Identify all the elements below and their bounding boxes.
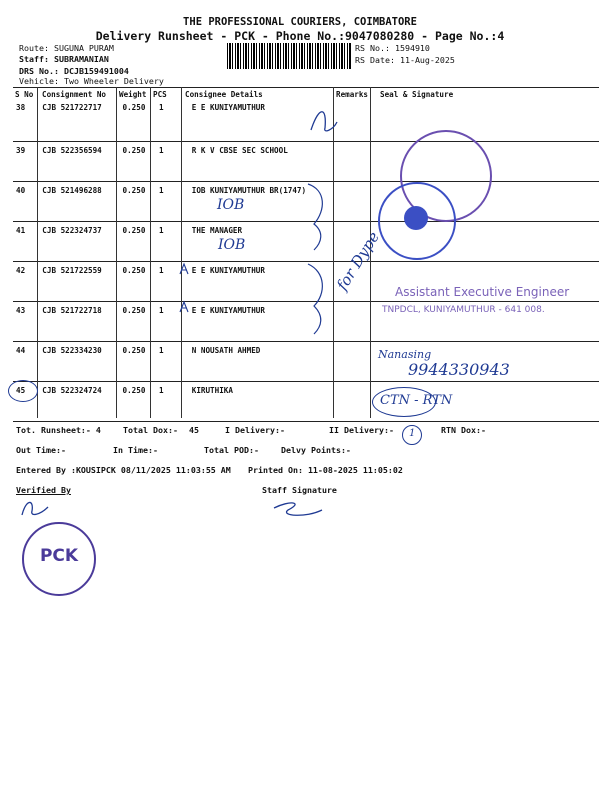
cell-cno: CJB 521722718 — [39, 301, 119, 341]
cell-consignee: E E KUNIYAMUTHUR — [189, 99, 340, 141]
rtn-dox: RTN Dox:- — [441, 425, 486, 435]
barcode — [227, 43, 351, 69]
cell-weight: 0.250 — [120, 181, 156, 221]
cell-weight: 0.250 — [120, 221, 156, 261]
cell-cno: CJB 521496288 — [39, 181, 119, 221]
i-delivery: I Delivery:- — [225, 425, 285, 435]
printed-on: Printed On: 11-08-2025 11:05:02 — [248, 465, 403, 475]
engineer-stamp-sub: TNPDCL, KUNIYAMUTHUR - 641 008. — [382, 305, 545, 315]
entered-by: Entered By :KOUSIPCK 08/11/2025 11:03:55 AM — [16, 465, 231, 475]
drs-number: DRS No.: DCJB159491004 — [19, 66, 129, 76]
cell-sno: 44 — [13, 341, 39, 381]
divider — [116, 87, 117, 418]
receiver-name: Nanasing — [378, 348, 432, 361]
delvy-points: Delvy Points:- — [281, 445, 351, 455]
cell-sno: 40 — [13, 181, 39, 221]
col-remarks: Remarks — [336, 90, 369, 99]
cell-consignee: THE MANAGER — [189, 221, 340, 261]
col-weight: Weight — [119, 90, 147, 99]
cell-consignee: R K V CBSE SEC SCHOOL — [189, 141, 340, 181]
cell-weight: 0.250 — [120, 301, 156, 341]
staff: Staff: SUBRAMANIAN — [19, 54, 109, 64]
cell-pcs: 1 — [156, 341, 189, 381]
col-seal: Seal & Signature — [380, 90, 454, 99]
cell-cno: CJB 522356594 — [39, 141, 119, 181]
cell-consignee: N NOUSATH AHMED — [189, 341, 340, 381]
iob-handwriting-2: IOB — [218, 237, 246, 253]
rs-number: RS No.: 1594910 — [355, 43, 430, 53]
route: Route: SUGUNA PURAM — [19, 43, 114, 53]
total-dox-label: Total Dox:- — [123, 425, 178, 435]
staff-signature-label: Staff Signature — [262, 485, 337, 495]
cell-pcs: 1 — [156, 381, 189, 421]
total-circle-value: 1 — [409, 428, 416, 439]
ctn-rtn: CTN - RTN — [380, 393, 453, 408]
cell-weight: 0.250 — [120, 341, 156, 381]
vehicle: Vehicle: Two Wheeler Delivery — [19, 76, 164, 86]
tot-runsheet: Tot. Runsheet:- 4 — [16, 425, 101, 435]
cell-cno: CJB 521722717 — [39, 99, 119, 141]
out-time: Out Time:- — [16, 445, 66, 455]
table-top-rule — [13, 87, 599, 88]
table-row — [13, 141, 599, 181]
cell-cno: CJB 522334230 — [39, 341, 119, 381]
cell-sno: 38 — [13, 99, 39, 141]
ii-delivery: II Delivery:- — [329, 425, 394, 435]
table-row — [13, 381, 599, 421]
iob-handwriting: IOB — [217, 197, 245, 213]
cell-weight: 0.250 — [120, 381, 156, 421]
cell-sno: 45 — [13, 381, 39, 421]
cell-weight: 0.250 — [120, 261, 156, 301]
bank-seal-stamp — [378, 182, 456, 260]
cell-consignee: IOB KUNIYAMUTHUR BR(1747) — [189, 181, 340, 221]
cell-pcs: 1 — [156, 141, 189, 181]
rs-date: RS Date: 11-Aug-2025 — [355, 55, 455, 65]
cell-pcs: 1 — [156, 221, 189, 261]
bracket-signatures — [300, 180, 340, 340]
verified-signature — [18, 495, 52, 521]
bank-logo-icon — [404, 206, 428, 230]
divider — [37, 87, 38, 418]
cell-consignee: E E KUNIYAMUTHUR — [189, 261, 340, 301]
staff-signature — [270, 496, 326, 522]
cell-remarks — [339, 301, 377, 341]
cell-cno: CJB 521722559 — [39, 261, 119, 301]
cell-weight: 0.250 — [120, 99, 156, 141]
cell-pcs: 1 — [156, 261, 189, 301]
tick-marks — [178, 262, 192, 316]
cell-consignee: E E KUNIYAMUTHUR — [189, 301, 340, 341]
cell-sno: 39 — [13, 141, 39, 181]
for-dype-handwriting: for Dype — [333, 228, 383, 294]
cell-consignee: KIRUTHIKA — [189, 381, 340, 421]
col-sno: S No — [15, 90, 34, 99]
verified-by: Verified By — [16, 485, 71, 495]
sno-45-circle — [8, 380, 38, 402]
cell-weight: 0.250 — [120, 141, 156, 181]
cell-sno: 43 — [13, 301, 39, 341]
company-name: THE PROFESSIONAL COURIERS, COIMBATORE — [183, 16, 417, 28]
total-pod: Total POD:- — [204, 445, 259, 455]
cell-pcs: 1 — [156, 99, 189, 141]
cell-cno: CJB 522324737 — [39, 221, 119, 261]
divider — [181, 87, 182, 418]
pck-stamp — [22, 522, 96, 596]
cell-sno: 42 — [13, 261, 39, 301]
divider — [150, 87, 151, 418]
cell-remarks — [339, 341, 377, 381]
in-time: In Time:- — [113, 445, 158, 455]
col-consignee: Consignee Details — [185, 90, 263, 99]
cell-seal — [378, 99, 599, 141]
receiver-phone: 9944330943 — [408, 360, 510, 379]
pck-stamp-text: PCK — [39, 546, 79, 566]
cell-remarks — [339, 181, 377, 221]
engineer-stamp: Assistant Executive Engineer — [395, 285, 570, 299]
col-consignment: Consignment No — [42, 90, 107, 99]
total-dox-value: 45 — [189, 425, 199, 435]
cell-pcs: 1 — [156, 301, 189, 341]
cell-remarks — [339, 141, 377, 181]
table-row — [13, 341, 599, 381]
col-pcs: PCS — [153, 90, 167, 99]
cell-remarks — [339, 99, 377, 141]
cell-pcs: 1 — [156, 181, 189, 221]
signature-row38 — [305, 100, 345, 140]
runsheet-title: Delivery Runsheet - PCK - Phone No.:9047080280 - Page No.:4 — [95, 29, 505, 43]
cell-cno: CJB 522324724 — [39, 381, 119, 421]
cell-sno: 41 — [13, 221, 39, 261]
